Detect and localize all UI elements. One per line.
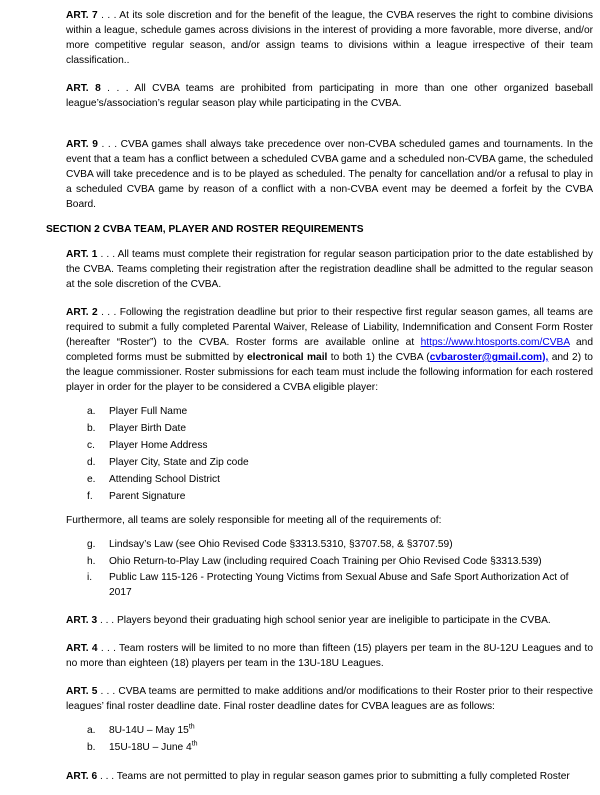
article-text: . . . CVBA games shall always take precedence over non-CVBA scheduled games and tournaments. In the event that a team has a conflict between a scheduled CVBA game and a scheduled non-CVBA game, the scheduled CVBA will take precedence and is to be played as scheduled. The penalty for cancellation and/or a refusal to play in a scheduled CVBA game by reason of a conflict with a non-CVBA event may be deemed a forfeit by the CVBA Board.: [66, 139, 593, 210]
article-text: and 2) to the league commissioner. Roster submissions for each team must include the following information for each rostered player in order for the player to be considered a CVBA eligible player:: [66, 352, 593, 393]
list-letter: d.: [87, 457, 96, 468]
article-text: . . . All CVBA teams are prohibited from participating in more than one other organized baseball league’s/association’s regular season play while participating in the CVBA.: [66, 83, 593, 109]
list-text: 15U-18U – June 4th: [109, 740, 198, 753]
list-text: Lindsay’s Law (see Ohio Revised Code §3313.5310, §3707.58, & §3707.59): [109, 539, 453, 550]
list-item: [66, 722, 593, 739]
list-letter: b.: [87, 742, 96, 753]
article-label: ART. 5: [66, 686, 98, 697]
list-letter: b.: [87, 423, 96, 434]
roster-email-link[interactable]: cvbaroster@gmail.com),: [429, 352, 549, 363]
section2-article-2: [66, 305, 593, 395]
section2-article-4: [66, 641, 593, 671]
document-page: [46, 8, 594, 784]
article-label: ART. 8: [66, 83, 101, 94]
list-text: 8U-14U – May 15th: [109, 723, 195, 736]
article-text: . . . Team rosters will be limited to no more than fifteen (15) players per team in the 8U-12U Leagues and to no more than eighteen (18) players per team in the 13U-18U Leagues.: [66, 643, 594, 669]
article-label: ART. 1: [66, 249, 98, 260]
article-text: . . . Teams are not permitted to play in regular season games prior to submitting a fully completed Roster: [97, 771, 570, 782]
article-9: [66, 137, 593, 212]
list-letter: f.: [87, 491, 93, 502]
section2-article-1: [66, 247, 593, 292]
list-item: [66, 454, 593, 471]
list-item: [66, 739, 593, 756]
list-item: [66, 403, 593, 420]
list-item: [66, 471, 593, 488]
list-text: Player Home Address: [109, 440, 208, 451]
article-label: ART. 7: [66, 10, 98, 21]
section-heading: SECTION 2 CVBA TEAM, PLAYER AND ROSTER REQUIREMENTS: [46, 224, 364, 235]
list-text: Player Birth Date: [109, 423, 187, 434]
list-letter: h.: [87, 556, 96, 567]
required-info-list: [66, 403, 593, 505]
article-text: to both 1) the CVBA (: [327, 352, 430, 363]
section2-article-6: [66, 769, 593, 784]
list-letter: a.: [87, 406, 96, 417]
list-text: Attending School District: [109, 474, 220, 485]
list-letter: c.: [87, 440, 95, 451]
article-text: . . . Players beyond their graduating high school senior year are ineligible to participate in the CVBA.: [97, 615, 551, 626]
article-label: ART. 2: [66, 307, 98, 318]
list-letter: i.: [87, 572, 93, 583]
article-label: ART. 9: [66, 139, 98, 150]
article-7: [66, 8, 593, 68]
article-text: and completed forms must be submitted by: [66, 337, 593, 363]
list-letter: e.: [87, 474, 96, 485]
section2-article-5: [66, 684, 593, 714]
article-8: [66, 81, 593, 111]
list-text: Public Law 115-126 - Protecting Young Victims from Sexual Abuse and Safe Sport Authorization Act of 2017: [109, 572, 569, 598]
article-text: . . . All teams must complete their registration for regular season participation prior to the date established by the CVBA. Teams completing their registration after the registration deadline shall be admitted to the regular season at the sole discretion of the CVBA.: [66, 249, 593, 290]
article-text: . . . At its sole discretion and for the benefit of the league, the CVBA reserves the right to combine divisions within a league, schedule games across divisions in the interest of providing a more favorable, more diverse, and/or more competitive regular season, and/or assign teams to divisions within a league irrespective of their team classification..: [66, 10, 593, 66]
list-item: [66, 570, 593, 600]
list-item: [66, 437, 593, 454]
list-item: [66, 553, 593, 570]
list-text: Ohio Return-to-Play Law (including required Coach Training per Ohio Revised Code §3313.539): [109, 556, 542, 567]
furthermore-paragraph: Furthermore, all teams are solely responsible for meeting all of the requirements of:: [66, 515, 442, 526]
article-text: . . . Following the registration deadline but prior to their respective first regular season games, all teams are required to submit a fully completed Parental Waiver, Release of Liability, Indemnification and Consent Form Roster (hereafter “Roster”) to the CVBA. Roster forms are available online at: [66, 307, 593, 348]
section2-article-3: [66, 613, 593, 628]
article-text: . . . CVBA teams are permitted to make additions and/or modifications to their Roster prior to their respective leagues’ final roster deadline date. Final roster deadline dates for CVBA leagues are as follows:: [66, 686, 593, 712]
article-label: ART. 4: [66, 643, 98, 654]
roster-deadline-list: [66, 722, 593, 756]
list-item: [66, 420, 593, 437]
list-text: Player Full Name: [109, 406, 188, 417]
article-label: ART. 3: [66, 615, 98, 626]
list-item: [66, 536, 593, 553]
article-label: ART. 6: [66, 771, 98, 782]
list-letter: g.: [87, 539, 96, 550]
list-text: Parent Signature: [109, 491, 186, 502]
roster-form-link[interactable]: https://www.htosports.com/CVBA: [420, 337, 570, 348]
list-letter: a.: [87, 725, 96, 736]
list-item: [66, 488, 593, 505]
laws-list: [66, 536, 593, 600]
list-text: Player City, State and Zip code: [109, 457, 249, 468]
emphasis-text: electronical mail: [247, 352, 328, 363]
